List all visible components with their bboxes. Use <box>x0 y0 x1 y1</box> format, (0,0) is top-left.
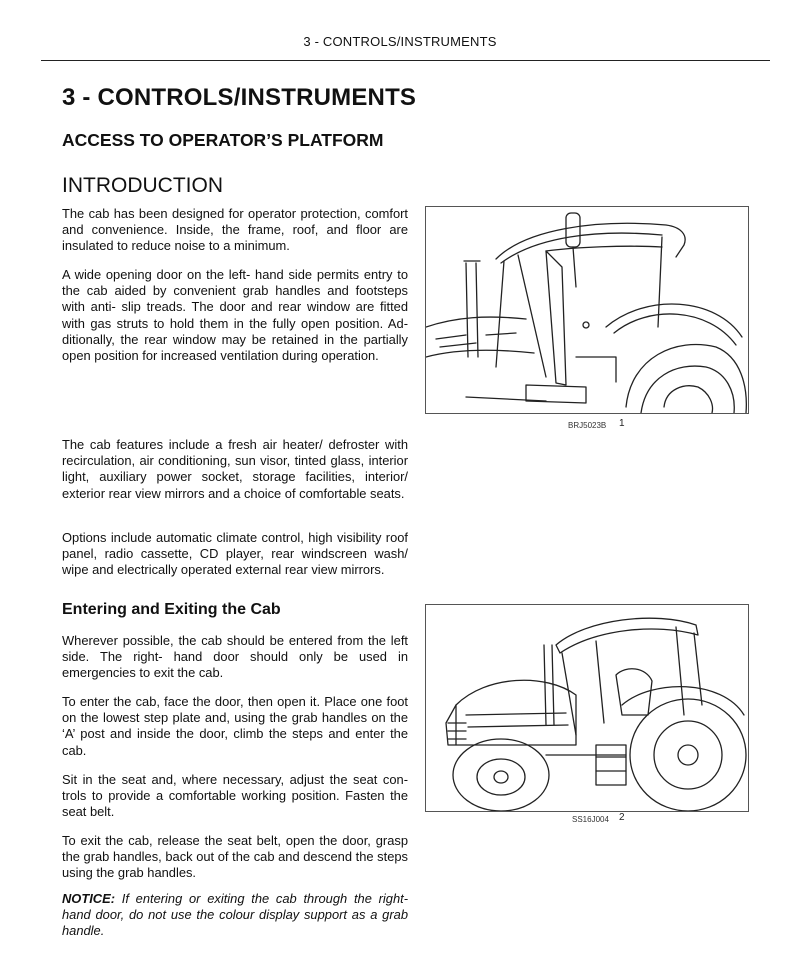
cab-drawing <box>426 207 748 413</box>
intro-paragraph-3: The cab features include a fresh air heater/ defroster with recirculation, air conditioning, sun visor, tinted glass, interior light, auxiliary power socket, storage facilities, interior/ exterior rear view mirrors and a choice of comfortable seats. <box>62 437 408 501</box>
figure-1-number: 1 <box>619 418 625 429</box>
figure-1-code: BRJ5023B <box>568 421 607 430</box>
figure-2-tractor-illustration <box>425 604 749 812</box>
figure-1-cab-illustration <box>425 206 749 414</box>
figure-2-code: SS16J004 <box>572 815 609 824</box>
notice-label: NOTICE: <box>62 891 115 906</box>
entering-paragraph-2: To enter the cab, face the door, then open it. Place one foot on the lowest step plate and, using the grab handles on the ‘A’ post and inside the door, climb the steps and enter the cab. <box>62 694 408 758</box>
entering-heading: Entering and Exiting the Cab <box>62 601 281 618</box>
subsection-title: INTRODUCTION <box>62 174 223 197</box>
header-rule <box>41 60 770 61</box>
chapter-title: 3 - CONTROLS/INSTRUMENTS <box>62 84 417 111</box>
notice-paragraph <box>62 891 408 940</box>
entering-paragraph-1: Wherever possible, the cab should be entered from the left side. The right- hand door should only be used in emergencies to exit the cab. <box>62 633 408 681</box>
notice-text: If entering or exiting the cab through the right-hand door, do not use the colour display support as a grab handle. <box>62 891 408 939</box>
tractor-drawing <box>426 605 748 811</box>
section-title: ACCESS TO OPERATOR’S PLATFORM <box>62 130 384 150</box>
intro-paragraph-4: Options include automatic climate control, high visibility roof panel, radio cassette, CD player, rear windscreen wash/ wipe and electrically operated external rear view mirrors. <box>62 530 408 578</box>
entering-paragraph-4: To exit the cab, release the seat belt, open the door, grasp the grab handles, back out of the cab and descend the steps using the grab handles. <box>62 833 408 881</box>
intro-paragraph-1: The cab has been designed for operator protection, comfort and convenience. Inside, the frame, roof, and floor are insulated to reduce noise to a minimum. <box>62 206 408 254</box>
figure-2-number: 2 <box>619 812 625 823</box>
running-header: 3 - CONTROLS/INSTRUMENTS <box>303 34 497 49</box>
intro-paragraph-2: A wide opening door on the left- hand side permits entry to the cab aided by convenient grab handles and footsteps with anti- slip treads. The door and rear window are fitted with gas struts to hold them in the fully open position. Additionally, the rear window may be retained in the partially open position for increased ventilation during operation. <box>62 267 408 364</box>
entering-paragraph-3: Sit in the seat and, where necessary, adjust the seat controls to provide a comfortable working position. Fasten the seat belt. <box>62 772 408 820</box>
